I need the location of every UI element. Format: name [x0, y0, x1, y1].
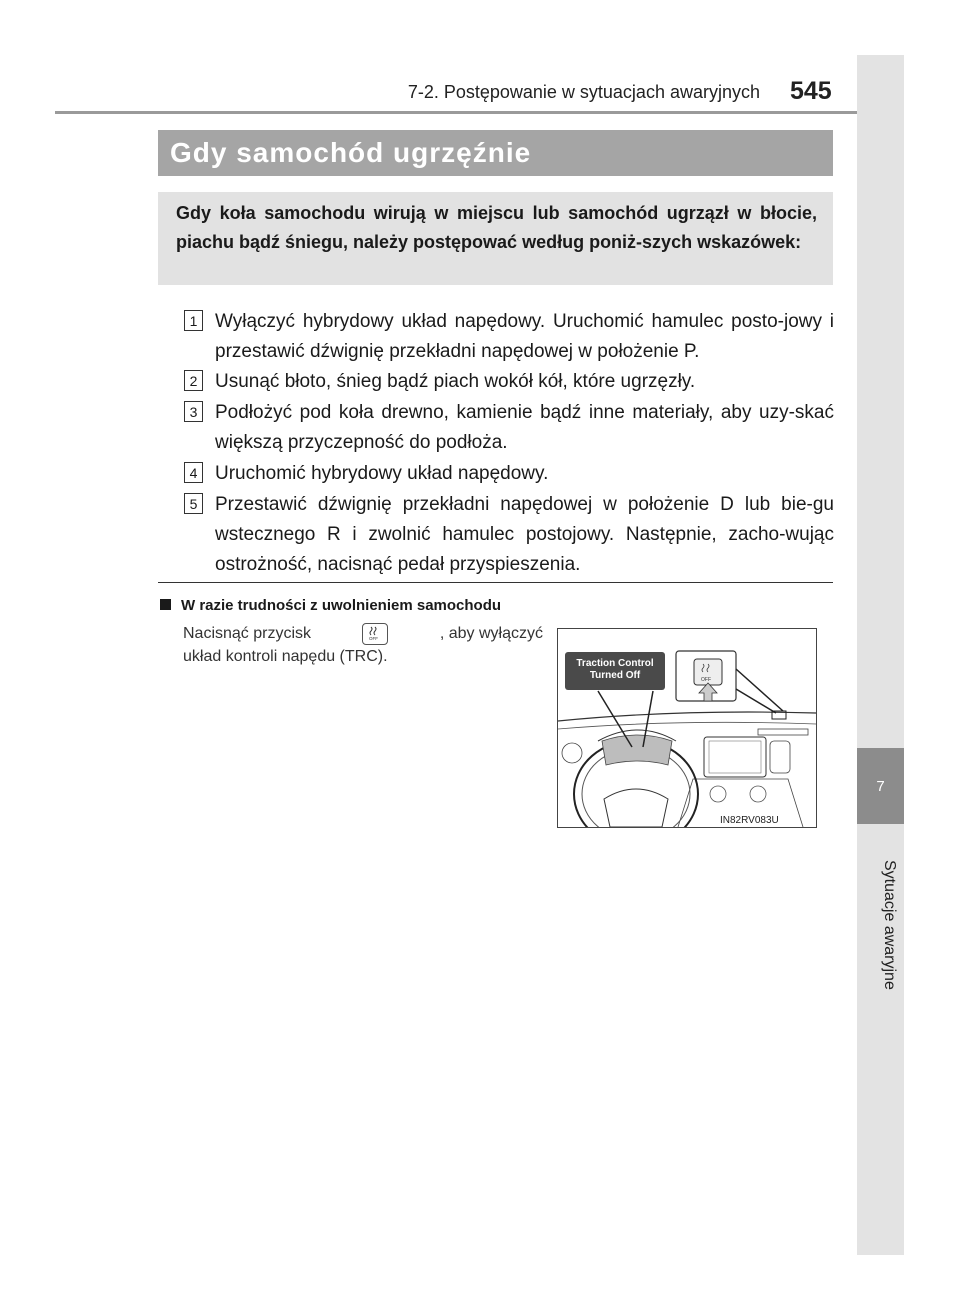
- step-text: Podłożyć pod koła drewno, kamienie bądź inne materiały, aby uzy-skać większą przyczepność do podłoża.: [215, 402, 834, 453]
- running-header-section: 7-2. Postępowanie w sytuacjach awaryjnych: [407, 82, 760, 102]
- square-bullet-icon: [160, 599, 171, 610]
- step-item: [184, 307, 834, 367]
- step-number: 5: [184, 493, 203, 514]
- header-divider: [55, 111, 904, 114]
- step-number: 1: [184, 310, 203, 331]
- intro-box: Gdy koła samochodu wirują w miejscu lub samochód ugrzązł w błocie, piachu bądź śniegu, należy postępować według poniż-szych wskazówek:: [158, 192, 833, 285]
- step-text: Usunąć błoto, śnieg bądź piach wokół kół, które ugrzęzły.: [215, 371, 696, 392]
- step-item: [184, 398, 834, 458]
- step-number: 3: [184, 401, 203, 422]
- traction-control-callout: Traction Control Turned Off: [565, 652, 665, 690]
- section-title: Gdy samochód ugrzęźnie: [158, 130, 833, 176]
- step-number: 2: [184, 370, 203, 391]
- chapter-side-tab: [857, 55, 904, 1255]
- page-number: 545: [790, 77, 832, 105]
- step-text: Wyłączyć hybrydowy układ napędowy. Uruchomić hamulec posto-jowy i przestawić dźwignię przekładni napędowej w położenie P.: [215, 311, 834, 362]
- subsection-text-part1: Nacisnąć przycisk: [183, 625, 312, 642]
- svg-text:OFF: OFF: [369, 635, 379, 641]
- subsection-body: [183, 622, 543, 668]
- step-text: Przestawić dźwignię przekładni napędowej w położenie D lub bie-gu wstecznego R i zwolnić hamulec postojowy. Następnie, zacho-wując ostrożność, nacisnąć pedał przyspieszenia.: [215, 494, 834, 575]
- step-item: [184, 459, 834, 489]
- svg-text:OFF: OFF: [701, 677, 711, 683]
- step-number: 4: [184, 462, 203, 483]
- subsection-text-part2: , aby wyłączyć: [439, 625, 543, 642]
- figure-code: IN82RV083U: [720, 815, 779, 826]
- chapter-title: Sytuacje awaryjne: [881, 860, 898, 990]
- trc-off-button-icon: [362, 623, 388, 645]
- step-text: Uruchomić hybrydowy układ napędowy.: [215, 463, 549, 484]
- subsection-text-line2: układ kontroli napędu (TRC).: [183, 648, 388, 665]
- step-item: [184, 490, 834, 580]
- chapter-number: 7: [857, 748, 904, 824]
- subsection-heading: W razie trudności z uwolnieniem samochodu: [160, 597, 501, 614]
- subsection-divider: [158, 582, 833, 583]
- step-item: [184, 367, 834, 397]
